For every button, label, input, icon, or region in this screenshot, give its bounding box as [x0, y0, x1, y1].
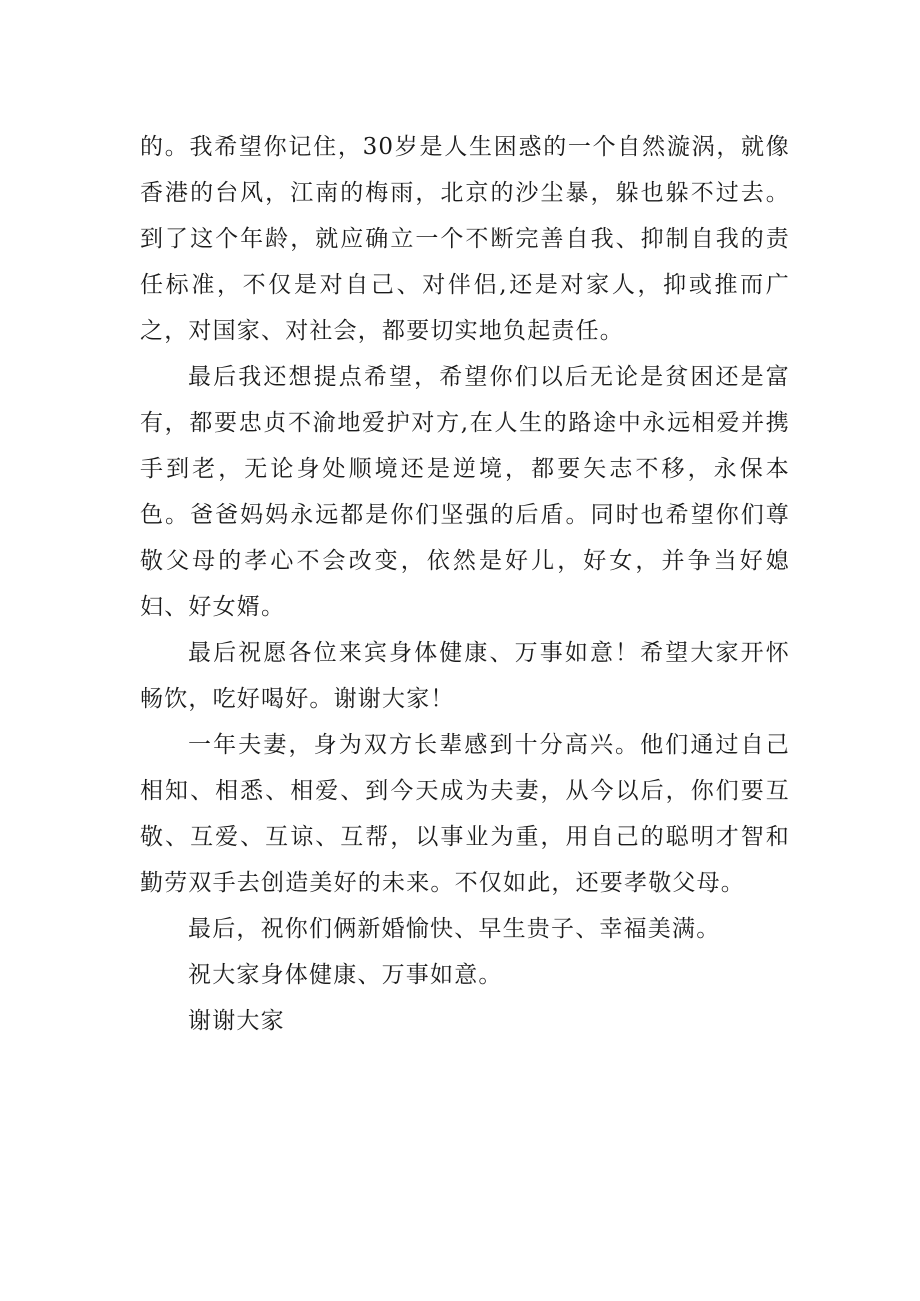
paragraph-4: 一年夫妻，身为双方长辈感到十分高兴。他们通过自己相知、相悉、相爱、到今天成为夫妻，从今以后，你们要互敬、互爱、互谅、互帮，以事业为重，用自己的聪明才智和勤劳双手去创造美好的未来。不仅如此，还要孝敬父母。 — [140, 732, 790, 896]
paragraph-5: 最后，祝你们俩新婚愉快、早生贵子、幸福美满。 — [188, 916, 721, 942]
paragraph-6: 祝大家身体健康、万事如意。 — [188, 962, 503, 988]
paragraph-1: 的。我希望你记住，30岁是人生困惑的一个自然漩涡，就像香港的台风，江南的梅雨，北京的沙尘暴，躲也躲不过去。到了这个年龄，就应确立一个不断完善自我、抑制自我的责任标准，不仅是对自己、对伴侣,还是对家人，抑或推而广之，对国家、对社会，都要切实地负起责任。 — [140, 134, 790, 344]
paragraph-2: 最后我还想提点希望，希望你们以后无论是贫困还是富有，都要忠贞不渝地爱护对方,在人生的路途中永远相爱并携手到老，无论身处顺境还是逆境，都要矢志不移，永保本色。爸爸妈妈永远都是你们坚强的后盾。同时也希望你们尊敬父母的孝心不会改变，依然是好儿，好女，并争当好媳妇、好女婿。 — [140, 364, 790, 620]
paragraph-7: 谢谢大家 — [188, 1008, 285, 1034]
paragraph-3: 最后祝愿各位来宾身体健康、万事如意！希望大家开怀畅饮，吃好喝好。谢谢大家！ — [140, 640, 790, 712]
document-body — [140, 124, 790, 1044]
